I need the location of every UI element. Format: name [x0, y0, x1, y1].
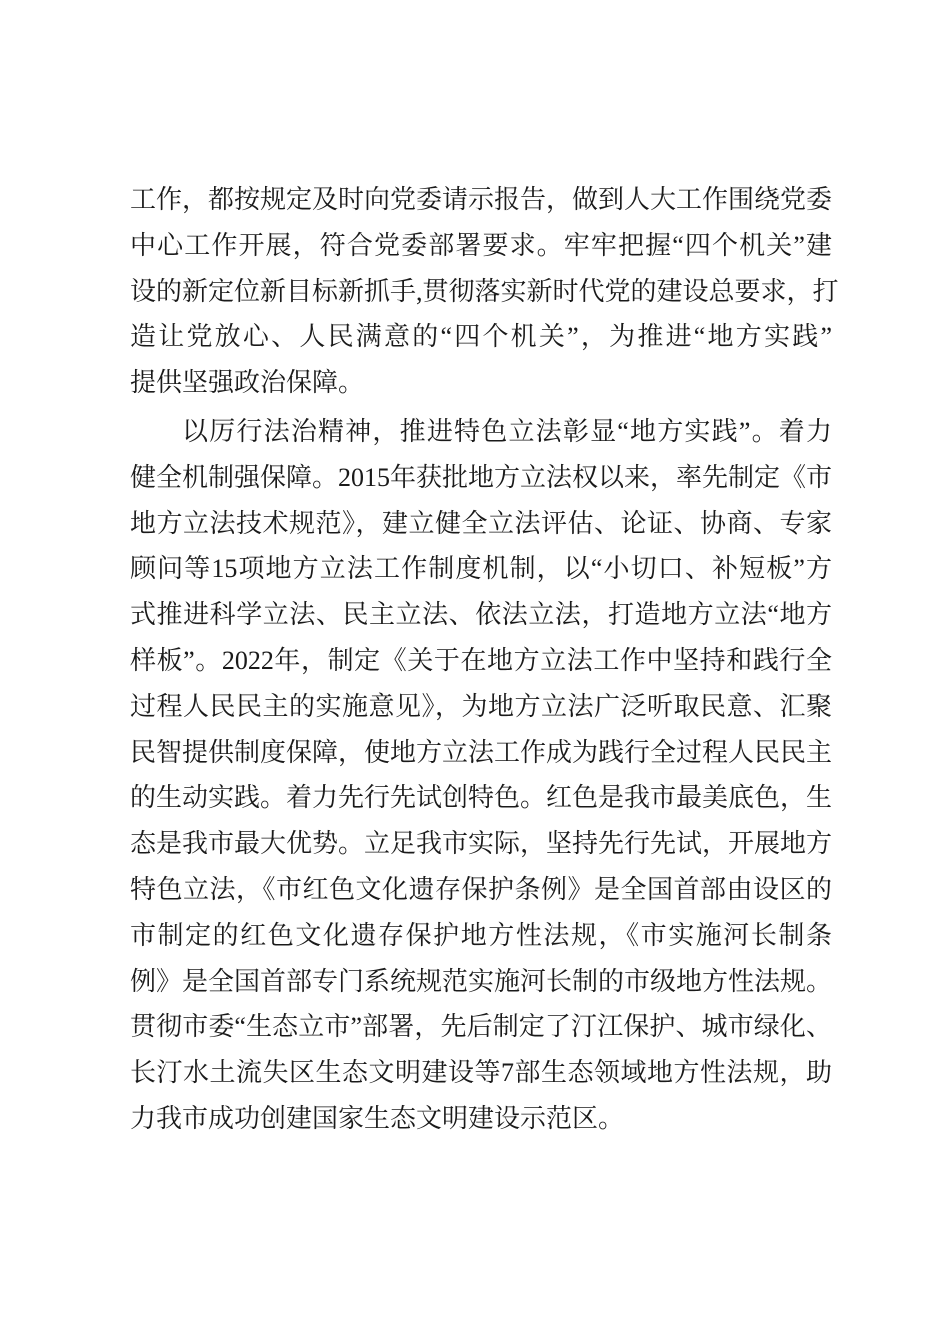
- text-line: 的生动实践。着力先行先试创特色。红色是我市最美底色，生: [130, 783, 833, 813]
- text-line: 长汀水土流失区生态文明建设等7部生态领域地方性法规，助: [130, 1058, 832, 1088]
- text-line: 过程人民民主的实施意见》，为地方立法广泛听取民意、汇聚: [130, 691, 832, 721]
- paragraph-1: [130, 177, 839, 406]
- text-line: 地方立法技术规范》，建立健全立法评估、论证、协商、专家: [130, 508, 832, 538]
- text-line: 民智提供制度保障，使地方立法工作成为践行全过程人民民主: [130, 737, 833, 767]
- text-line: 力我市成功创建国家生态文明建设示范区。: [130, 1103, 625, 1133]
- text-line: 以厉行法治精神，推进特色立法彰显“地方实践”。着力: [182, 417, 832, 446]
- text-line: 市制定的红色文化遗存保护地方性法规，《市实施河长制条: [130, 920, 832, 950]
- text-line: 设的新定位新目标新抓手,贯彻落实新时代党的建设总要求，打: [130, 276, 839, 306]
- text-line: 顾问等15项地方立法工作制度机制，以“小切口、补短板”方: [130, 554, 832, 584]
- text-line: 中心工作开展，符合党委部署要求。牢牢把握“四个机关”建: [130, 230, 832, 260]
- text-line: 例》是全国首部专门系统规范实施河长制的市级地方性法规。: [130, 966, 833, 996]
- text-line: 提供坚强政治保障。: [130, 368, 365, 398]
- text-line: 工作，都按规定及时向党委请示报告，做到人大工作围绕党委: [130, 185, 833, 214]
- text-line: 样板”。2022年，制定《关于在地方立法工作中坚持和践行全: [130, 645, 832, 675]
- text-line: 贯彻市委“生态立市”部署，先后制定了汀江保护、城市绿化、: [130, 1012, 832, 1042]
- text-line: 健全机制强保障。2015年获批地方立法权以来，率先制定《市: [130, 462, 833, 492]
- text-line: 态是我市最大优势。立足我市实际，坚持先行先试，开展地方: [130, 829, 833, 859]
- paragraph-2: [130, 409, 832, 1142]
- text-line: 特色立法，《市红色文化遗存保护条例》是全国首部由设区的: [130, 874, 832, 904]
- text-line: 式推进科学立法、民主立法、依法立法，打造地方立法“地方: [130, 600, 832, 630]
- text-line: 造让党放心、人民满意的“四个机关”，为推进“地方实践”: [130, 322, 832, 352]
